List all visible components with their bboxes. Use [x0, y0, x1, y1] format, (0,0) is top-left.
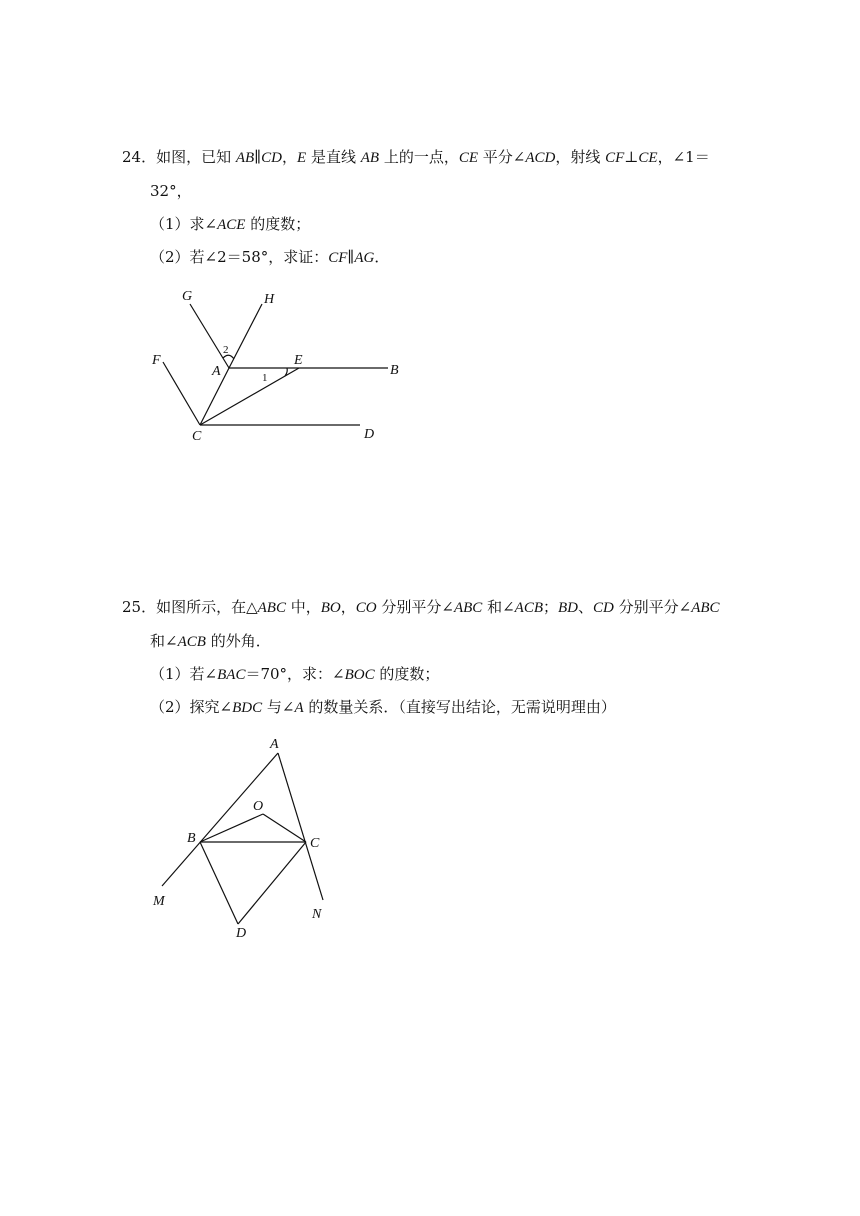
line-cd — [238, 842, 306, 924]
line-ag — [190, 304, 229, 368]
text: 的度数； — [245, 215, 311, 233]
math-var: ACD — [525, 150, 556, 166]
label-a: A — [270, 737, 279, 752]
label-b: B — [390, 363, 399, 378]
text: ＝70°，求：∠ — [245, 665, 345, 683]
text: 是直线 — [306, 148, 361, 166]
text: （1）求∠ — [150, 215, 218, 233]
label-c: C — [310, 836, 320, 851]
text: 平分∠ — [478, 148, 526, 166]
text: ， — [281, 148, 297, 166]
label-a: A — [212, 364, 221, 379]
text: ∥ — [254, 148, 262, 166]
math-var: CE — [458, 150, 478, 166]
line-a-m — [162, 753, 278, 886]
q25-stem-line1 — [122, 597, 720, 618]
text: 的外角． — [205, 632, 271, 650]
math-var: ACB — [177, 634, 206, 650]
label-d: D — [364, 427, 375, 442]
text: 上的一点， — [379, 148, 459, 166]
q24-part1 — [150, 214, 310, 235]
math-var: BD — [558, 600, 579, 616]
text: 分别平分∠ — [613, 598, 692, 616]
math-var: AG — [354, 250, 375, 266]
math-var: CF — [605, 150, 625, 166]
label-c: C — [192, 429, 202, 444]
line-a-n — [278, 753, 323, 900]
math-var: ACE — [217, 217, 246, 233]
math-var: CE — [638, 150, 658, 166]
label-e: E — [294, 353, 303, 368]
math-var: CD — [261, 150, 282, 166]
line-bo — [200, 814, 263, 842]
math-var: BOC — [344, 667, 375, 683]
text: （1）若∠ — [150, 665, 218, 683]
q24-figure — [140, 280, 440, 450]
math-var: ABC — [691, 600, 720, 616]
q25-part1 — [150, 664, 439, 685]
text: ； — [543, 598, 559, 616]
line-cf — [163, 362, 200, 425]
text: ． — [374, 248, 390, 266]
line-bd — [200, 842, 238, 924]
text: 、 — [578, 598, 594, 616]
q24-number: 24． — [122, 148, 157, 166]
text: 中， — [285, 598, 321, 616]
text: （2）探究∠ — [150, 698, 233, 716]
math-var: ABC — [257, 600, 286, 616]
math-var: A — [294, 700, 304, 716]
label-g: G — [182, 289, 193, 304]
q25-number: 25． — [122, 598, 157, 616]
text: 如图，已知 — [156, 148, 236, 166]
text: 和∠ — [150, 632, 178, 650]
label-angle-1: 1 — [262, 372, 268, 384]
q25-figure — [145, 730, 345, 940]
label-o: O — [253, 799, 264, 814]
math-var: BDC — [232, 700, 263, 716]
text: （2）若∠2＝58°，求证： — [150, 248, 329, 266]
math-var: BO — [320, 600, 341, 616]
q24-stem-line2: 32°， — [150, 182, 192, 200]
math-var: AB — [360, 150, 380, 166]
math-var: CF — [328, 250, 348, 266]
label-f: F — [152, 353, 161, 368]
label-m: M — [153, 894, 165, 909]
math-var: BAC — [217, 667, 246, 683]
text: ，∠1＝ — [657, 148, 710, 166]
math-var: ACB — [514, 600, 543, 616]
math-var: CD — [593, 600, 614, 616]
math-var: CO — [355, 600, 377, 616]
text: ⊥ — [624, 148, 639, 166]
label-n: N — [312, 907, 322, 922]
math-var: ABC — [453, 600, 483, 616]
text: 分别平分∠ — [376, 598, 454, 616]
label-b: B — [187, 831, 196, 846]
text: 的度数； — [374, 665, 440, 683]
text: 如图所示，在△ — [156, 598, 258, 616]
q25-stem-line2 — [150, 631, 271, 652]
math-var: E — [297, 150, 307, 166]
text: 和∠ — [482, 598, 515, 616]
q24-part2 — [150, 247, 389, 268]
text: ，射线 — [555, 148, 606, 166]
label-h: H — [264, 292, 275, 307]
line-co — [263, 814, 306, 842]
label-d: D — [236, 926, 247, 940]
text: 的数量关系．（直接写出结论，无需说明理由） — [303, 698, 616, 716]
label-angle-2: 2 — [223, 344, 229, 356]
text: ， — [340, 598, 356, 616]
text: 与∠ — [262, 698, 295, 716]
q25-part2 — [150, 697, 616, 718]
text: ∥ — [347, 248, 355, 266]
q24-stem-line1 — [122, 147, 710, 168]
math-var: AB — [235, 150, 255, 166]
